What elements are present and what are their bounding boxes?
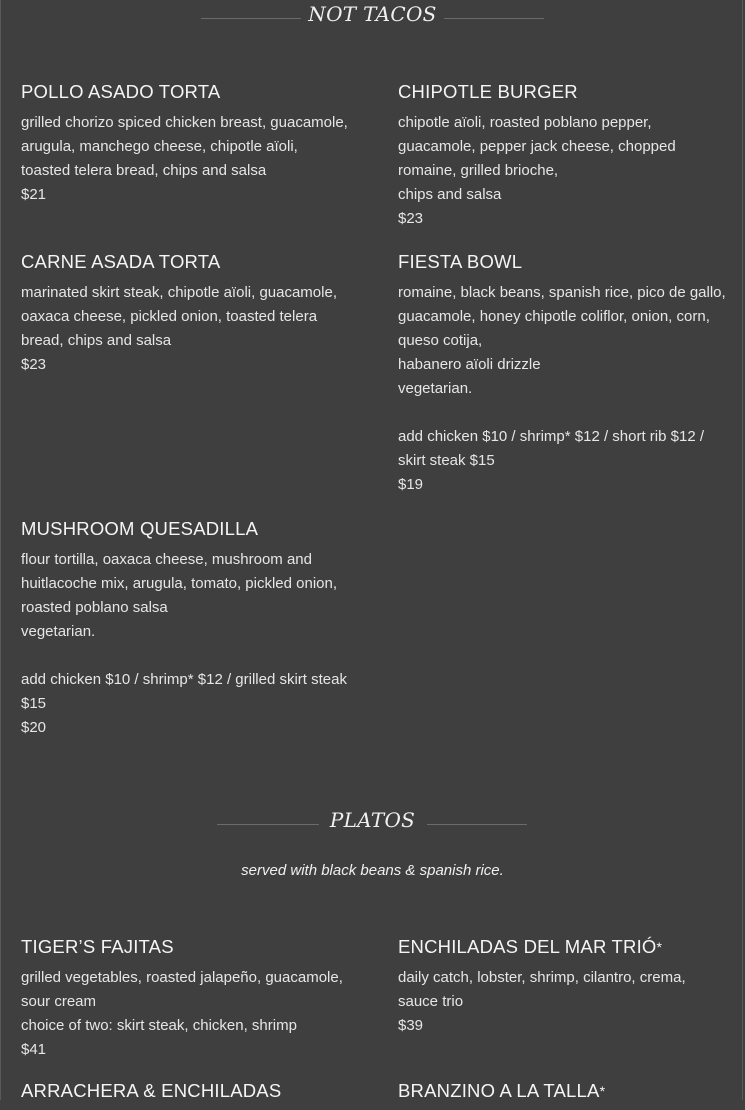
item-description: grilled chorizo spiced chicken breast, guacamole,: [21, 114, 348, 131]
item-price: $23: [21, 356, 47, 373]
menu-item: [398, 1079, 728, 1110]
menu-item: [21, 80, 351, 207]
menu-item: [21, 250, 351, 377]
item-description: flour tortilla, oaxaca cheese, mushroom and: [21, 551, 312, 568]
item-name: ARRACHERA & ENCHILADAS: [21, 1080, 282, 1101]
item-name: FIESTA BOWL: [398, 251, 523, 272]
item-description: roasted poblano salsa: [21, 599, 168, 616]
item-addons: $15: [21, 695, 47, 712]
item-description: guacamole, honey chipotle coliflor, onion, corn,: [398, 308, 710, 325]
item-name: TIGER’S FAJITAS: [21, 936, 174, 957]
item-name: CARNE ASADA TORTA: [21, 251, 221, 272]
item-description: romaine, black beans, spanish rice, pico de gallo,: [398, 284, 726, 301]
section-header-not-tacos: [0, 2, 745, 32]
item-name: [398, 1079, 728, 1103]
item-name: [398, 935, 728, 959]
item-description: chips and salsa: [398, 186, 502, 203]
item-description: grilled vegetables, roasted jalapeño, guacamole,: [21, 969, 343, 986]
menu-item: [21, 1079, 351, 1110]
item-description: queso cotija,: [398, 332, 483, 349]
item-price: $21: [21, 186, 47, 203]
item-description: chipotle aïoli, roasted poblano pepper,: [398, 114, 652, 131]
menu-item: [398, 80, 728, 231]
item-description: daily catch, lobster, shrimp, cilantro, crema,: [398, 969, 686, 986]
item-description: bread, chips and salsa: [21, 332, 172, 349]
item-price: $19: [398, 476, 424, 493]
menu-item: [21, 935, 351, 1062]
item-name: POLLO ASADO TORTA: [21, 81, 221, 102]
item-name-text: BRANZINO A LA TALLA: [398, 1080, 600, 1101]
item-addons: add chicken $10 / shrimp* $12 / short rib $12 /: [398, 428, 705, 445]
item-description: sauce trio: [398, 993, 464, 1010]
item-name-text: ENCHILADAS DEL MAR TRIÓ: [398, 936, 657, 957]
item-description: vegetarian.: [21, 623, 96, 640]
item-description: sour cream: [21, 993, 97, 1010]
item-description: choice of two: skirt steak, chicken, shrimp: [21, 1017, 297, 1034]
item-description: vegetarian.: [398, 380, 473, 397]
item-description: oaxaca cheese, pickled onion, toasted telera: [21, 308, 318, 325]
item-addons: add chicken $10 / shrimp* $12 / grilled skirt steak: [21, 671, 347, 688]
item-name-marker: *: [656, 939, 663, 955]
spacer: [21, 644, 351, 668]
item-description: romaine, grilled brioche,: [398, 162, 559, 179]
item-description: habanero aïoli drizzle: [398, 356, 541, 373]
section-title: PLATOS: [329, 808, 416, 832]
item-price: $23: [398, 210, 424, 227]
item-price: $39: [398, 1017, 424, 1034]
item-name: CHIPOTLE BURGER: [398, 81, 578, 102]
menu-item: [398, 935, 728, 1038]
spacer: [398, 401, 728, 425]
item-name: MUSHROOM QUESADILLA: [21, 518, 259, 539]
item-price: $41: [21, 1041, 47, 1058]
item-description: arugula, manchego cheese, chipotle aïoli,: [21, 138, 298, 155]
section-header-platos: [0, 808, 745, 838]
section-note: served with black beans & spanish rice.: [241, 862, 504, 879]
item-name-marker: *: [599, 1083, 606, 1099]
item-price: $20: [21, 719, 47, 736]
item-description: marinated skirt steak, chipotle aïoli, guacamole,: [21, 284, 337, 301]
item-description: toasted telera bread, chips and salsa: [21, 162, 267, 179]
item-addons: skirt steak $15: [398, 452, 495, 469]
section-title: NOT TACOS: [308, 2, 437, 26]
item-description: huitlacoche mix, arugula, tomato, pickled onion,: [21, 575, 338, 592]
item-description: guacamole, pepper jack cheese, chopped: [398, 138, 676, 155]
menu-item: [398, 250, 728, 497]
menu-item: [21, 517, 351, 740]
